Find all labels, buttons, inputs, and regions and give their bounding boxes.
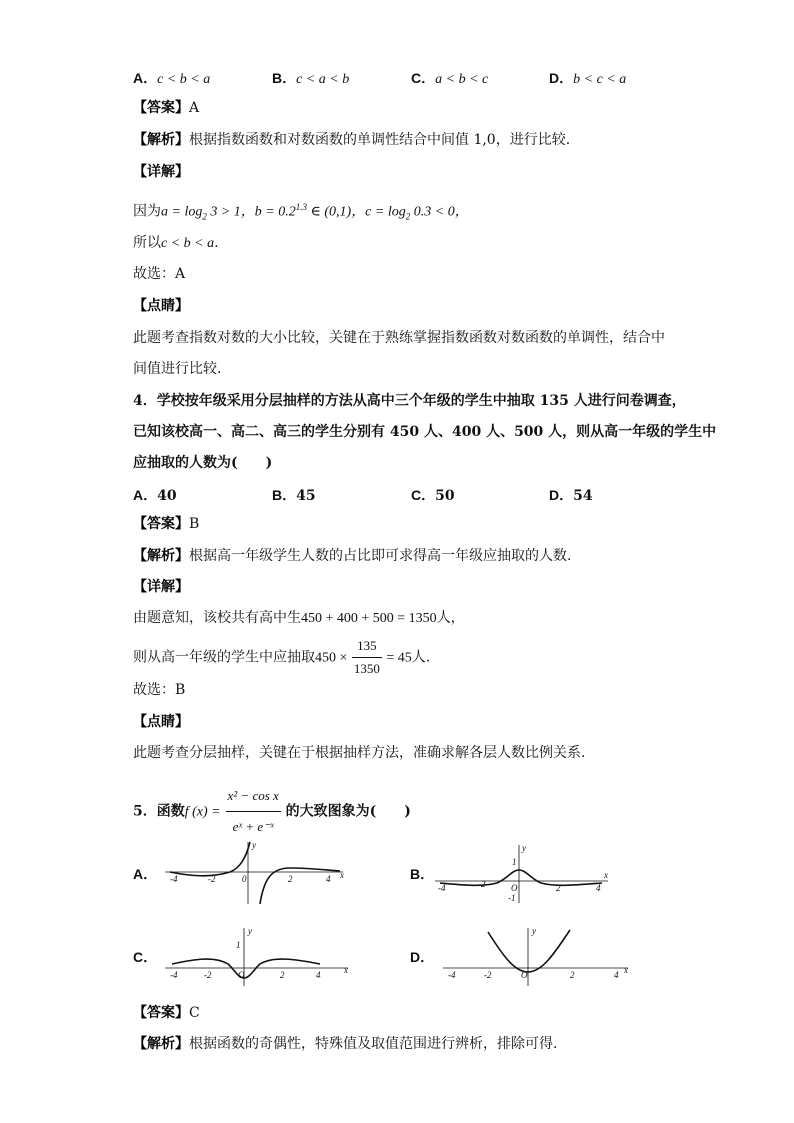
q3-comment-line1: 此题考查指数对数的大小比较，关键在于熟练掌握指数函数对数函数的单调性，结合中 [133,330,665,346]
tick-four: 4 [596,883,601,893]
tick-two: 2 [280,970,285,980]
q3-so: 所以c < b < a. [133,235,219,251]
axis-y-label: y [522,843,526,853]
curve [172,959,320,978]
tick-one: 1 [236,940,241,950]
q5-analysis: 【解析】根据函数的奇偶性，特殊值及取值范围进行辨析，排除可得. [133,1036,558,1052]
q3-answer: 【答案】A [133,100,200,116]
axis-x-label: x [604,870,608,880]
tick-origin: O [521,970,528,980]
tick-two: 2 [288,874,293,884]
q4-comment-tag: 【点睛】 [133,714,189,730]
q5-option-c-label: C． [133,949,158,965]
graph-d [440,926,632,988]
tick-neg2: -2 [484,970,492,980]
tick-neg1: -1 [508,893,516,903]
q3-option-b: B．c < a < b [272,70,350,87]
q3-option-c: C．a < b < c [411,70,489,87]
tick-neg4: -4 [448,970,456,980]
axis-y-label: y [532,926,536,936]
q4-stem-line1: 4．学校按年级采用分层抽样的方法从高中三个年级的学生中抽取 135 人进行问卷调查， [133,393,686,409]
q4-stem-line3: 应抽取的人数为( ) [133,455,273,471]
q4-detail-line1: 由题意知，该校共有高中生450 + 400 + 500 = 1350人， [133,610,465,626]
tick-two: 2 [556,883,561,893]
curve-left [170,842,250,876]
q3-analysis: 【解析】根据指数函数和对数函数的单调性结合中间值 1,0，进行比较. [133,132,571,148]
q3-choose: 故选：A [133,266,186,282]
q4-fraction: $\frac{135}{1350}$ [352,635,382,680]
tick-origin: O [238,970,245,980]
axis-x-label: x [340,870,344,880]
tick-four: 4 [326,874,331,884]
q3-option-a: A．c < b < a [133,70,211,87]
q4-stem-line2: 已知该校高一、高二、高三的学生分别有 450 人、400 人、500 人，则从高一年级的学生中 [133,424,717,440]
curve [440,870,602,885]
q4-option-a: A．40 [133,487,177,504]
q3-comment-tag: 【点睛】 [133,298,189,314]
q4-option-c: C．50 [411,487,455,504]
q4-comment: 此题考查分层抽样，关键在于根据抽样方法，准确求解各层人数比例关系. [133,745,586,761]
q3-option-d: D．b < c < a [549,70,627,87]
tick-four: 4 [316,970,321,980]
tick-four: 4 [614,970,619,980]
q4-choose: 故选：B [133,682,186,698]
q3-detail: 因为$a = \log_2 3 > 1$，$b = 0.2^{1.3}$ ∈ (0,1)，$c = \log_2 0.3 < 0$， [133,202,469,222]
tick-neg4: -4 [170,874,178,884]
tick-zero: 0 [242,874,247,884]
tick-origin: O [511,883,518,893]
tick-neg2: -2 [208,874,216,884]
q3-detail-tag: 【详解】 [133,164,189,180]
tick-neg2: -2 [204,970,212,980]
q5-stem: 5．函数f (x) = $\frac{\text{x² − cos x}}{\text{eˣ + e⁻ˣ}}$ 的大致图象为( ) [133,781,411,842]
q4-option-d: D．54 [549,487,593,504]
tick-neg4: -4 [438,883,446,893]
curve [488,930,570,972]
graph-a [160,838,350,906]
graph-c [160,926,350,988]
q4-answer: 【答案】B [133,516,200,532]
q4-detail-tag: 【详解】 [133,579,189,595]
q4-option-b: B．45 [272,487,316,504]
q3-comment-line2: 间值进行比较. [133,361,222,377]
axis-y-label: y [252,840,256,850]
axis-x-label: x [624,965,628,975]
tick-neg2: -2 [478,879,486,889]
q4-detail-line2: 则从高一年级的学生中应抽取450 × $\frac{135}{1350}$ = 45人. [133,635,430,680]
q4-analysis: 【解析】根据高一年级学生人数的占比即可求得高一年级应抽取的人数. [133,548,572,564]
q5-option-a-label: A． [133,866,158,882]
tick-neg4: -4 [170,970,178,980]
q5-option-d-label: D． [410,949,435,965]
tick-two: 2 [570,970,575,980]
axis-y-label: y [248,926,252,936]
graph-b [432,843,612,905]
tick-one: 1 [512,857,517,867]
q5-answer: 【答案】C [133,1005,200,1021]
q5-fraction: $\frac{\text{x² − cos x}}{\text{eˣ + e⁻ˣ}}$ [226,781,281,842]
q5-option-b-label: B． [410,866,435,882]
axis-x-label: x [344,965,348,975]
